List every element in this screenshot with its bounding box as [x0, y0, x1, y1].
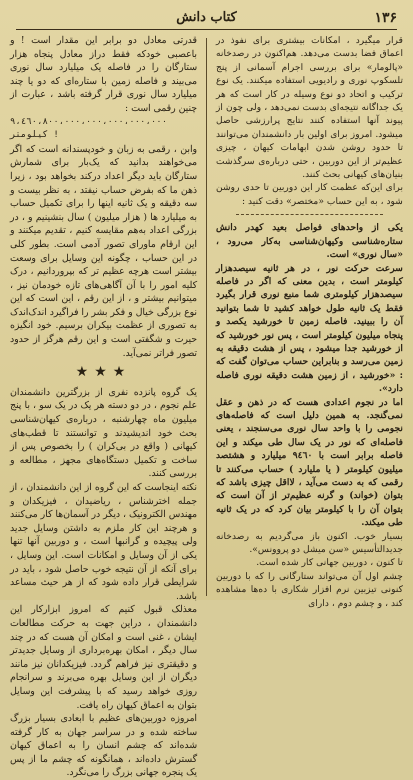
section-separator: [236, 214, 383, 215]
paragraph: معذلک قبول کنیم که امروز ابزارکار این دانشمندان ، دراین جهت به حرکت مطالعات ایشان ، غنی است و امکان آن هست که در چند سال دیگر ، امکان بهره‌برداری از وسایل جدیدتر و دقیقتری نیز فراهم گردد. فیزیکدانان نیز مانند دیگران از این وسایل بهره می‌برند و سرانجام روزی خواهد رسید که با پیشرفت این وسایل بتوان به اعماق کیهان راه یافت.: [10, 604, 198, 711]
running-title: کتاب دانش: [176, 10, 237, 25]
paragraph: یک گروه پانزده نفری از بزرگترین دانشمندان علم نجوم ، در دو دسته هر یک در یک سو ، با پنج میلیون ماه چهارشنبه ، درباره‌ی کیهان‌شناسی بحث خود اندیشیدند و توانستند تا قطب‌های کیهانی ( واقع در بی‌کران ) را بخصوص پس از ساخت و تکمیل دستگاه‌های مجهز ، مطالعه و بررسی کنند.: [10, 386, 198, 480]
text-columns: [10, 34, 403, 779]
section-stars: ★★★: [75, 364, 132, 381]
paragraph: چشم اول آن می‌تواند ستارگانی را که با دوربین کنونی تیزبین نرم افزار شکاری با ده‌ها مشاهده کند ، و چشم دوم ، دارای: [215, 570, 403, 609]
paragraph: برای این‌که عظمت کار این دوربین تا حدی روشن شود ، به این حساب «مختصر» دقت کنید :: [215, 182, 403, 207]
column-divider: [206, 38, 207, 596]
paragraph: وابن ، رقمی به زبان و خودپسندانه است که اگر می‌خواهند بدانید که یک‌بار برای شمارش ستارگان باید دیگر اعداد درکند بخواهد بود ، زیرا ذهن ما که بفرض حساب نیفتد ، به نظر بیست و سه دقیقه و یک ثانیه اینها را برای تکمیل حساب به میلیارد ها ( هزار میلیون ) سال بنشینیم و ، در بزرگی اعداد به‌هم مقایسه کنیم ، تقدیم میکنند و این ارقام ماورای تصور آدمی است. بطور کلی در این حساب ، چگونه این وسایل برای وسعت بیشتر است هرچه عظیم تر که بپروردانیم ، درک کلیه امور را با آن آگاهی‌های تازه خودمان نیز ، میتوانیم بیشتر و ، از این رقم ، این است که این نوع بزرگی خیال و فکر بشر را فراگیرد اندک‌اندک به تصوری از عظمت بیکران برسیم. خود انگیزه حیرت و شگفتی است و این رقم هرگز از حدود تصور فراتر نمی‌آید.: [10, 143, 198, 359]
right-column: [215, 34, 403, 609]
paragraph: امروزه دوربین‌های عظیم با ابعادی بسیار بزرگ ساخته شده و در سراسر جهان به کار گرفته شده‌اند که چشم انسان را به اعماق کیهان گسترش داده‌اند ، همانگونه که چشم ما از پس یک پنجره جهانی بزرگ را می‌نگرد.: [10, 713, 198, 779]
left-column: [10, 34, 198, 779]
paragraph: نکته اینجاست که این گروه از این دانشمندان ، از جمله اخترشناس ، ریاضیدان ، فیزیکدان و مهندس الکترونیک ، دیگر در آسمان‌ها کار می‌کنند و هرچند این کار ملزم به داشتن وسایل جدید ولی پیچیده و گرانبها است ، و دوربین آنها تنها یکی از آن وسایل و امکانات است. این وسایل ، برای آنکه از آن نتیجه خوب حاصل شود ، باید در شرایطی قرار داده شود که از هر حیث مساعد باشد.: [10, 482, 198, 602]
page-number: ۱۳۶: [374, 10, 397, 26]
paragraph: یکی از واحدهای فواصل بعید کهدر دانش ستاره‌شناسی وکیهان‌شناسی به‌کار می‌رود ، «سال نوری» است.: [215, 222, 403, 261]
paragraph: سرعت حرکت نور ، در هر ثانیه سیصدهزار کیلومتر است ، بدین معنی که اگر در فاصله سیصدهزار کیلومتری شما منبع نوری قرار بگیرد فقط یک ثانیه طول خواهد کشید تا شما بتوانید آن را ببینید. فاصله زمین تا خورشید یکصد و پنجاه میلیون کیلومتر است ، پس نور خورشید که از خورشید جدا میشود ، پس از هشت دقیقه به زمین می‌رسد و بنابراین حساب می‌توان گفت که : «خورشید ، از زمین هشت دقیقه نوری فاصله دارد».: [215, 262, 403, 395]
paragraph: قرار میگیرد ، امکانات بیشتری برای نفوذ در اعماق فضا بدست می‌دهد. هم‌اکنون در رصدخانه «پالومار» برای بررسی اجرام آسمانی از پنج تلسکوپ نوری و رادیویی استفاده میکنند. یک نوع ترکیب و اتحاد دو نوع وسیله در کار است که هر یک جداگانه نتیجه‌ای بدست نمی‌دهد ، ولی چون از پیوند آنها استفاده کنند نتایج پرارزشی حاصل میشود. امروز برای اولین بار دانشمندان می‌توانند تا حدود روشن شدن ابهامات کیهان ، چیزی عظیم‌تر از این دوربین ، حتی درباره‌ی سرگذشت بنیان‌های کیهانی بحث کنند.: [215, 35, 403, 181]
page-header: [10, 8, 403, 30]
paragraph: تا کنون ، دوربین جهانی کار شده است.: [256, 557, 403, 569]
large-number: ۹،٤٦٠،٨٠٠،٠٠٠،٠٠٠،٠٠٠،٠٠٠،٠٠٠ کیلومتر !: [10, 116, 168, 141]
paragraph: اما در نجوم اعدادی هست که در ذهن و عقل نمی‌گنجد. به همین دلیل است که فاصله‌های نجومی را با واحد سال نوری می‌سنجند ، یعنی فاصله‌ای که نور در یک سال طی میکند و این فاصله برابر است با ۹٤٦٠ میلیارد و هشتصد میلیون کیلومتر ( یا ملیارد ) حساب می‌کنند تا رقمی که به دست می‌آید ، لااقل چیزی باشد که بتوان (خواند) و گرنه عظیم‌تر از آن است که بتوان آن را با کیلومتر بیان کرد که در یک ثانیه طی میکند.: [215, 396, 403, 529]
paragraph: قدرتی معادل دو برابر این مقدار است ! و باعصبی خودکه فقط دراز معادل پنجاه هزار ستارگان را در فاصله یک میلیارد سال نوری می‌بیند و فاصله زمین با ستاره‌ای که دو یا چند میلیارد سال نوری قرار گرفته باشد ، عبارت از چنین رقمی است :: [10, 35, 198, 114]
header-rule: [16, 29, 397, 30]
paragraph: بسیار خوب. اکنون باز می‌گردیم به رصدخانه جدیدالتأسیس «سن میشل دو پروونس».: [215, 530, 403, 556]
